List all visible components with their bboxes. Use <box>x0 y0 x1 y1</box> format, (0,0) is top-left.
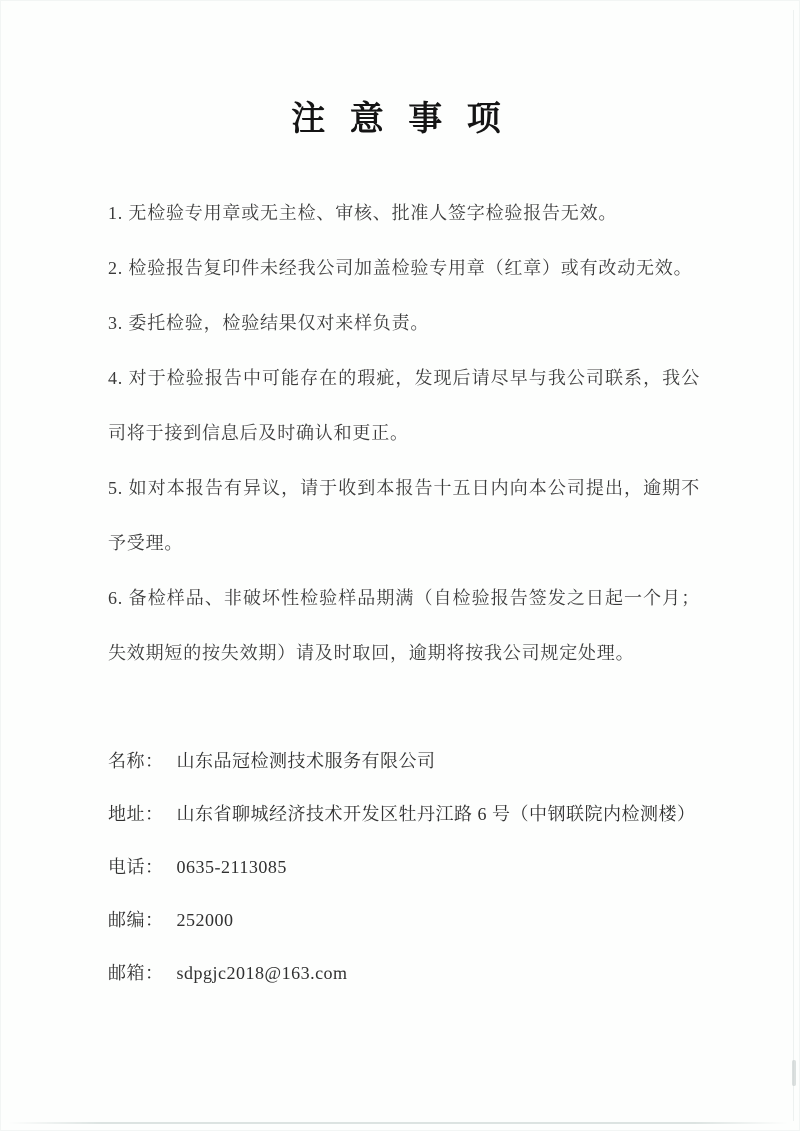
contact-email-label: 邮箱： <box>108 963 164 983</box>
contact-email-value: sdpgjc2018@163.com <box>176 963 348 983</box>
contact-row-postcode <box>108 894 700 947</box>
contact-row-name <box>108 735 700 788</box>
contact-name-value: 山东品冠检测技术服务有限公司 <box>176 751 436 771</box>
notice-item-2: 2. 检验报告复印件未经我公司加盖检验专用章（红章）或有改动无效。 <box>108 258 693 278</box>
contact-block <box>108 735 700 1000</box>
scan-edge-bottom <box>8 1122 788 1124</box>
notices-list <box>108 186 700 681</box>
notice-item-6: 6. 备检样品、非破坏性检验样品期满（自检验报告签发之日起一个月；失效期短的按失效期）请及时取回，逾期将按我公司规定处理。 <box>108 588 700 663</box>
contact-row-phone <box>108 841 700 894</box>
notice-item-1: 1. 无检验专用章或无主检、审核、批准人签字检验报告无效。 <box>108 203 618 223</box>
contact-row-address <box>108 788 700 841</box>
contact-postcode-value: 252000 <box>176 910 234 930</box>
contact-name-label: 名称： <box>108 751 164 771</box>
notice-item-4: 4. 对于检验报告中可能存在的瑕疵，发现后请尽早与我公司联系，我公司将于接到信息后及时确认和更正。 <box>108 368 700 443</box>
contact-postcode-label: 邮编： <box>108 910 164 930</box>
document-title: 注 意 事 项 <box>291 101 509 138</box>
contact-address-label: 地址： <box>108 804 164 824</box>
contact-address-value: 山东省聊城经济技术开发区牡丹江路 6 号（中钢联院内检测楼） <box>176 804 696 824</box>
notice-item-3: 3. 委托检验，检验结果仅对来样负责。 <box>108 313 430 333</box>
contact-row-email <box>108 947 700 1000</box>
contact-phone-label: 电话： <box>108 857 164 877</box>
scan-edge-right <box>793 10 794 1121</box>
scan-smudge-mark <box>792 1060 796 1086</box>
contact-phone-value: 0635-2113085 <box>176 857 287 877</box>
notice-item-5: 5. 如对本报告有异议，请于收到本报告十五日内向本公司提出，逾期不予受理。 <box>108 478 700 553</box>
